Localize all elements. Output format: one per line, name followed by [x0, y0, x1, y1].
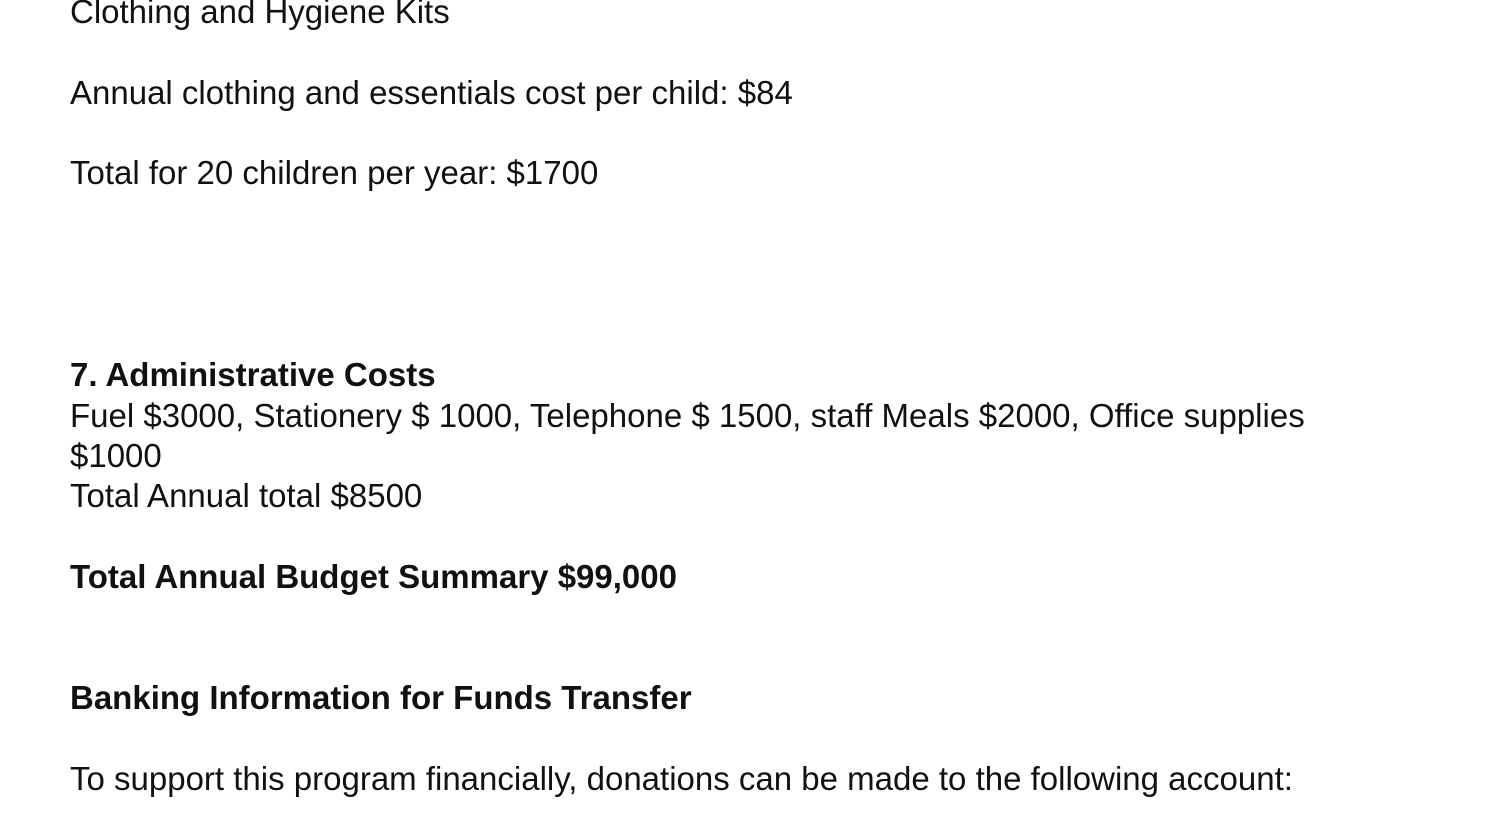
clothing-cost-per-child: Annual clothing and essentials cost per child: $84 — [70, 74, 793, 111]
clothing-total-20-children: Total for 20 children per year: $1700 — [70, 154, 599, 191]
total-annual-budget-summary: Total Annual Budget Summary $99,000 — [70, 558, 677, 595]
administrative-total: Total Annual total $8500 — [70, 477, 423, 514]
administrative-costs-heading: 7. Administrative Costs — [70, 356, 436, 393]
banking-intro-text: To support this program financially, donations can be made to the following account: — [70, 760, 1293, 797]
administrative-items-line-1: Fuel $3000, Stationery $ 1000, Telephone $ 1500, staff Meals $2000, Office supplies — [70, 397, 1305, 434]
clothing-heading: Clothing and Hygiene Kits — [70, 0, 450, 30]
administrative-items-line-2: $1000 — [70, 437, 162, 474]
banking-information-heading: Banking Information for Funds Transfer — [70, 679, 692, 716]
